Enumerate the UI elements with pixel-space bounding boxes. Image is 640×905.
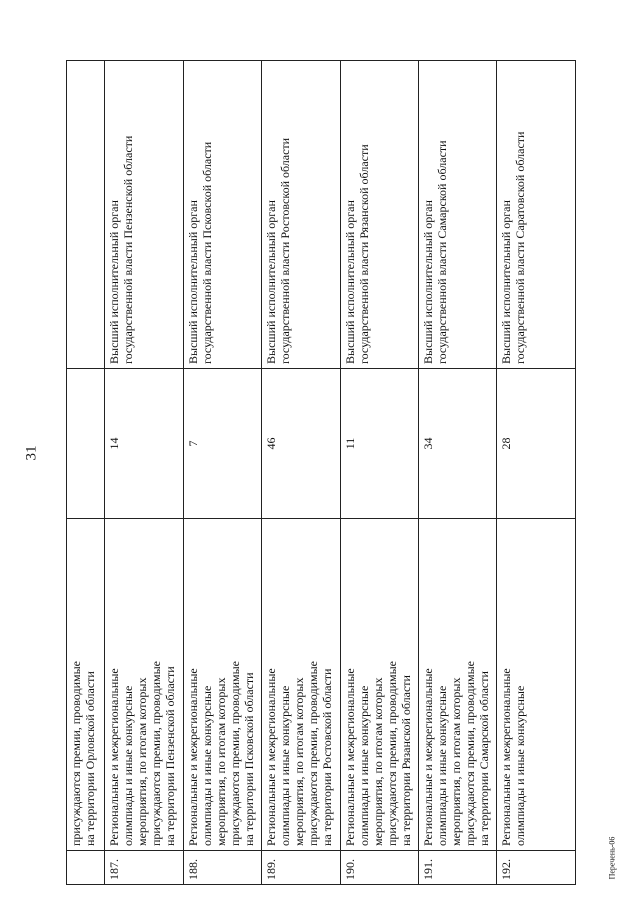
table-row [105,61,183,885]
organizer-cell: Высший исполнительный орган государственной власти Ростовской области [262,61,340,369]
olympiad-name-cell: Региональные и межрегиональные олимпиады и иные конкурсные мероприятия, по итогам которых присуждаются премии, проводимые на территории Самарской области [419,519,497,851]
row-number-cell: 191. [419,851,497,885]
table-row [340,61,418,885]
organizer-cell: Высший исполнительный орган государственной власти Рязанской области [340,61,418,369]
table-row [419,61,497,885]
olympiad-name-cell: Региональные и межрегиональные олимпиады и иные конкурсные мероприятия, по итогам которых присуждаются премии, проводимые на территории Рязанской области [340,519,418,851]
olympiad-name-cell: Региональные и межрегиональные олимпиады и иные конкурсные мероприятия, по итогам которых присуждаются премии, проводимые на территории Пензенской области [105,519,183,851]
olympiad-name-cell: Региональные и межрегиональные олимпиады и иные конкурсные [497,519,576,851]
quantity-cell [67,369,105,519]
quantity-cell: 7 [183,369,261,519]
olympiad-name-cell: Региональные и межрегиональные олимпиады и иные конкурсные мероприятия, по итогам которых присуждаются премии, проводимые на территории Псковской области [183,519,261,851]
document-code: Перечень-06 [607,836,617,880]
organizer-cell: Высший исполнительный орган государственной власти Самарской области [419,61,497,369]
table-row [497,61,576,885]
organizer-cell: Высший исполнительный орган государственной власти Саратовской области [497,61,576,369]
olympiad-table-container [66,61,576,885]
table-row [183,61,261,885]
table-row [262,61,340,885]
row-number-cell: 189. [262,851,340,885]
table-row-continuation [67,61,105,885]
row-number-cell: 187. [105,851,183,885]
organizer-cell: Высший исполнительный орган государственной власти Пензенской области [105,61,183,369]
olympiad-name-cell: присуждаются премии, проводимые на территории Орловской области [67,519,105,851]
row-number-cell: 188. [183,851,261,885]
quantity-cell: 46 [262,369,340,519]
row-number-cell: 192. [497,851,576,885]
organizer-cell: Высший исполнительный орган государственной власти Псковской области [183,61,261,369]
quantity-cell: 34 [419,369,497,519]
row-number-cell: 190. [340,851,418,885]
row-number-cell [67,851,105,885]
page-number: 31 [23,445,40,461]
organizer-cell [67,61,105,369]
quantity-cell: 11 [340,369,418,519]
olympiad-table [66,60,576,885]
quantity-cell: 14 [105,369,183,519]
olympiad-name-cell: Региональные и межрегиональные олимпиады и иные конкурсные мероприятия, по итогам которых присуждаются премии, проводимые на территории Ростовской области [262,519,340,851]
quantity-cell: 28 [497,369,576,519]
